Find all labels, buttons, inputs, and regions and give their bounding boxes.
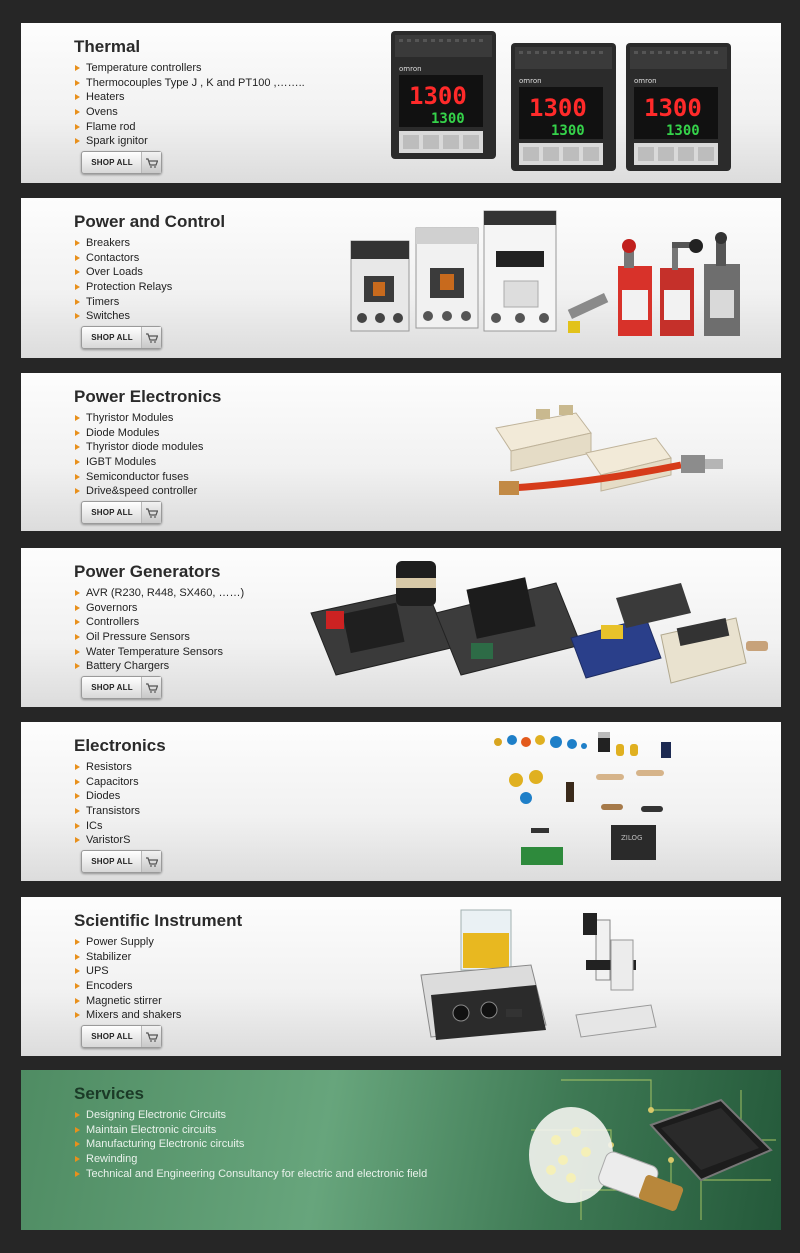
list-item[interactable]: Capacitors <box>74 775 140 790</box>
list-item[interactable]: Flame rod <box>74 120 305 135</box>
category-list <box>74 61 305 149</box>
list-item[interactable]: Spark ignitor <box>74 134 305 149</box>
list-item[interactable]: Temperature controllers <box>74 61 305 76</box>
category-title: Power Electronics <box>74 387 222 406</box>
list-item[interactable]: Rewinding <box>74 1152 427 1167</box>
cart-icon <box>141 1026 161 1047</box>
list-item[interactable]: Governors <box>74 601 244 616</box>
cart-icon <box>141 851 161 872</box>
category-title: Scientific Instrument <box>74 911 243 930</box>
thyristor-modules-image <box>481 393 731 503</box>
shop-all-label: SHOP ALL <box>91 333 133 342</box>
shop-all-label: SHOP ALL <box>91 857 133 866</box>
list-item[interactable]: Battery Chargers <box>74 659 244 674</box>
list-item[interactable]: Timers <box>74 295 172 310</box>
list-item[interactable]: ICs <box>74 819 140 834</box>
list-item[interactable]: Manufacturing Electronic circuits <box>74 1137 427 1152</box>
list-item[interactable]: Thyristor diode modules <box>74 440 203 455</box>
services-list <box>74 1108 427 1181</box>
svg-text:ZILOG: ZILOG <box>621 834 643 842</box>
category-power-electronics <box>21 373 781 531</box>
svg-text:omron: omron <box>399 65 422 73</box>
list-item[interactable]: Over Loads <box>74 265 172 280</box>
list-item[interactable]: IGBT Modules <box>74 455 203 470</box>
category-scientific-instrument <box>21 897 781 1056</box>
lab-instruments-image <box>411 905 661 1053</box>
category-title: Electronics <box>74 736 166 755</box>
list-item[interactable]: Diode Modules <box>74 426 203 441</box>
list-item[interactable]: Oil Pressure Sensors <box>74 630 244 645</box>
list-item[interactable]: Semiconductor fuses <box>74 470 203 485</box>
category-power-and-control <box>21 198 781 358</box>
temperature-controllers-image <box>391 31 781 179</box>
electronic-components-image <box>486 732 686 877</box>
list-item[interactable]: Controllers <box>74 615 244 630</box>
category-title: Thermal <box>74 37 141 56</box>
shop-all-label: SHOP ALL <box>91 158 133 167</box>
category-list <box>74 760 140 848</box>
svg-text:1300: 1300 <box>409 82 467 110</box>
list-item[interactable]: Thyristor Modules <box>74 411 203 426</box>
list-item[interactable]: AVR (R230, R448, SX460, ……) <box>74 586 244 601</box>
shop-all-label: SHOP ALL <box>91 683 133 692</box>
category-list <box>74 586 244 674</box>
category-power-generators <box>21 548 781 707</box>
svg-text:1300: 1300 <box>431 111 465 127</box>
list-item[interactable]: Contactors <box>74 251 172 266</box>
cart-icon <box>141 677 161 698</box>
shop-all-button[interactable] <box>81 850 162 873</box>
list-item[interactable]: Technical and Engineering Consultancy for electric and electronic field <box>74 1167 427 1182</box>
list-item[interactable]: Designing Electronic Circuits <box>74 1108 427 1123</box>
cart-icon <box>141 327 161 348</box>
shop-all-label: SHOP ALL <box>91 508 133 517</box>
list-item[interactable]: Stabilizer <box>74 950 181 965</box>
shop-all-button[interactable] <box>81 326 162 349</box>
shop-all-button[interactable] <box>81 151 162 174</box>
services-title: Services <box>74 1084 144 1103</box>
list-item[interactable]: VaristorS <box>74 833 140 848</box>
category-list <box>74 935 181 1023</box>
category-list <box>74 411 203 499</box>
list-item[interactable]: Thermocouples Type J , K and PT100 ,…….. <box>74 76 305 91</box>
list-item[interactable]: Ovens <box>74 105 305 120</box>
list-item[interactable]: Breakers <box>74 236 172 251</box>
list-item[interactable]: Maintain Electronic circuits <box>74 1123 427 1138</box>
list-item[interactable]: Resistors <box>74 760 140 775</box>
category-title: Power Generators <box>74 562 221 581</box>
list-item[interactable]: Diodes <box>74 789 140 804</box>
services-panel <box>21 1070 781 1230</box>
category-title: Power and Control <box>74 212 226 231</box>
list-item[interactable]: Water Temperature Sensors <box>74 645 244 660</box>
shop-all-button[interactable] <box>81 676 162 699</box>
circuit-board-and-led-bulb-image <box>501 1070 781 1230</box>
category-electronics <box>21 722 781 881</box>
list-item[interactable]: Drive&speed controller <box>74 484 203 499</box>
category-list <box>74 236 172 324</box>
list-item[interactable]: Heaters <box>74 90 305 105</box>
shop-all-button[interactable] <box>81 1025 162 1048</box>
shop-all-button[interactable] <box>81 501 162 524</box>
shop-all-label: SHOP ALL <box>91 1032 133 1041</box>
list-item[interactable]: Switches <box>74 309 172 324</box>
list-item[interactable]: Mixers and shakers <box>74 1008 181 1023</box>
cart-icon <box>141 152 161 173</box>
category-thermal <box>21 23 781 183</box>
list-item[interactable]: Magnetic stirrer <box>74 994 181 1009</box>
list-item[interactable]: Transistors <box>74 804 140 819</box>
list-item[interactable]: UPS <box>74 964 181 979</box>
list-item[interactable]: Power Supply <box>74 935 181 950</box>
contactors-and-switches-image <box>346 206 766 351</box>
avr-regulators-image <box>306 553 776 701</box>
list-item[interactable]: Encoders <box>74 979 181 994</box>
list-item[interactable]: Protection Relays <box>74 280 172 295</box>
cart-icon <box>141 502 161 523</box>
